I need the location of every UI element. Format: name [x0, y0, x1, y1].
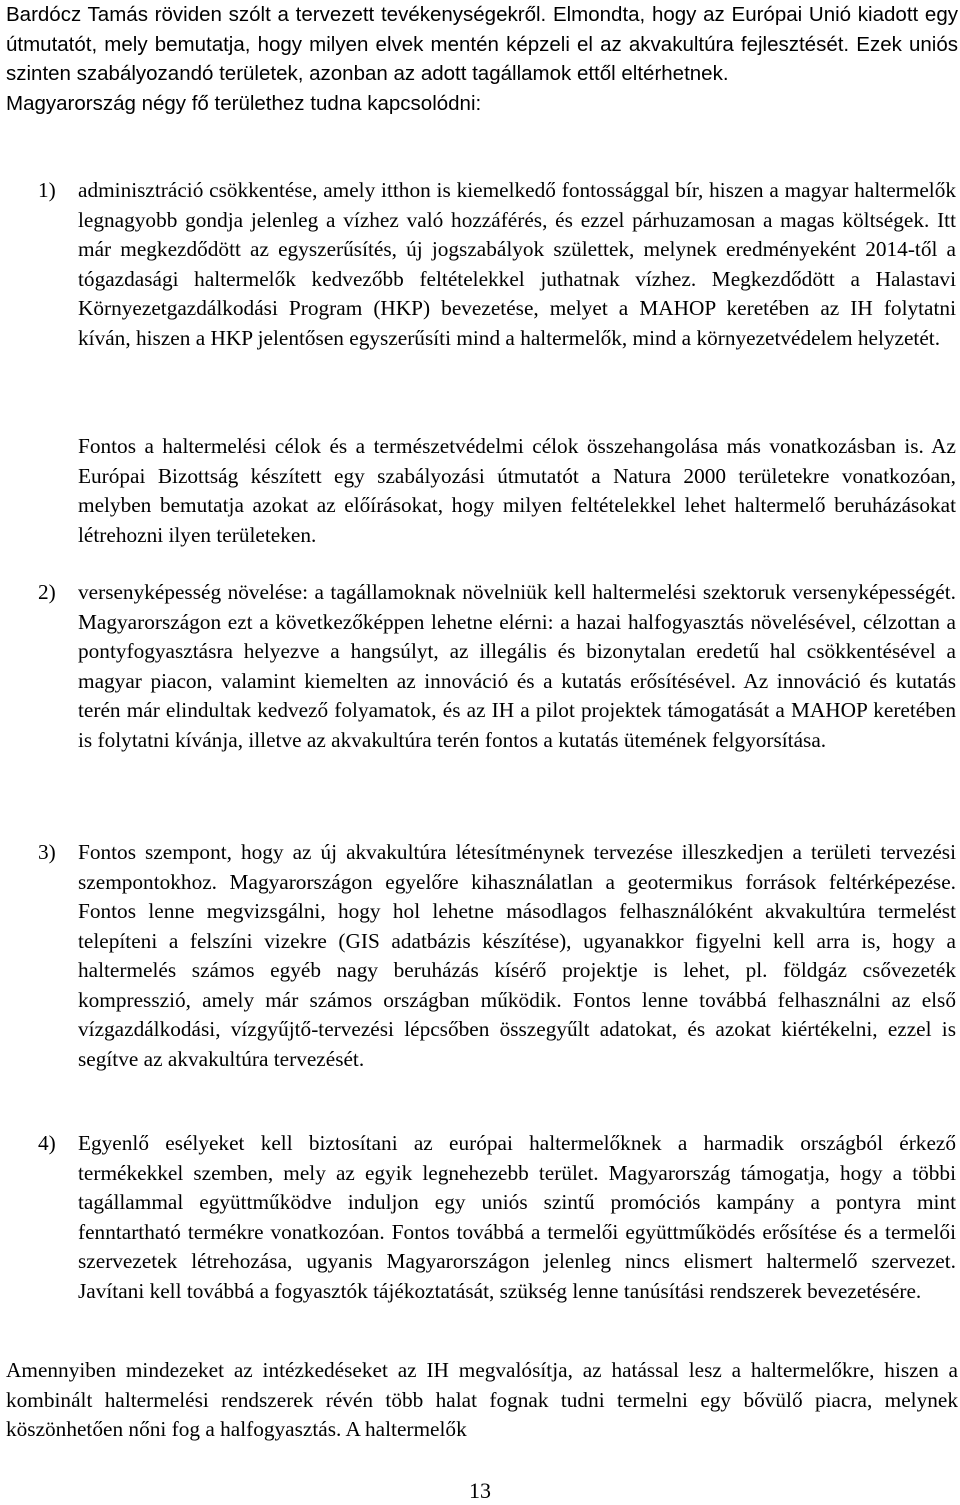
list-item-number: 3) — [38, 840, 56, 864]
list-item-3 — [38, 838, 956, 1074]
list-item-number: 1) — [38, 178, 56, 202]
list-item-text: adminisztráció csökkentése, amely itthon is kiemelkedő fontossággal bír, hiszen a magyar haltermelők legnagyobb gondja jelenleg a vízhez való hozzáférés, és ezzel párhuzamosan a magas költségek. Itt már megkezdődött az egyszerűsítés, új jogszabályok születtek, melynek eredményeként 2014-től a tógazdasági haltermelők kedvezőbb feltételekkel juthatnak vízhez. Megkezdődött a Halastavi Környezetgazdálkodási Program (HKP) bevezetése, melyet a MAHOP keretében az IH folytatni kíván, hiszen a HKP jelentősen egyszerűsíti mind a haltermelők, mind a környezetvédelem helyzetét. — [78, 178, 956, 350]
closing-text: Amennyiben mindezeket az intézkedéseket az IH megvalósítja, az hatással lesz a haltermelőkre, hiszen a kombinált haltermelési rendszerek révén több halat fognak tudni termelni egy bővülő piacra, melynek köszönhetően nőni fog a halfogyasztás. A haltermelők — [6, 1358, 958, 1441]
intro-paragraph — [6, 0, 958, 118]
list-item-text: Fontos szempont, hogy az új akvakultúra létesítménynek tervezése illeszkedjen a területi tervezési szempontokhoz. Magyarországon egyelőre kihasználatlan a geotermikus források feltérképezése. Fontos lenne megvizsgálni, hogy hol lehetne másodlagos felhasználóként akvakultúra termelést telepíteni a felszíni vizekre (GIS adatbázis készítése), ugyanakkor figyelni kell arra is, hogy a haltermelés számos egyéb nagy beruházás kísérő projektje is lehet, pl. földgáz csővezeték kompresszió, amely már számos országban működik. Fontos lenne továbbá felhasználni az első vízgazdálkodási, vízgyűjtő-tervezési lépcsőben összegyűlt adatokat, és azokat kiértékelni, ezzel is segítve az akvakultúra tervezését. — [78, 840, 956, 1071]
list-item-4 — [38, 1129, 956, 1306]
closing-paragraph — [6, 1356, 958, 1445]
list-item-1 — [38, 176, 956, 353]
list-item-2 — [38, 578, 956, 755]
list-item-text: versenyképesség növelése: a tagállamoknak növelniük kell haltermelési szektoruk versenyképességét. Magyarországon ezt a következőképpen lehetne elérni: a hazai halfogyasztás növelésével, célzottan a pontyfogyasztásra helyezve a hangsúlyt, az illegális és bizonytalan eredetű hal csökkentésével a magyar piacon, valamint kiemelten az innováció és a kutatás erősítésével. Az innováció és kutatás terén már elindultak kedvező folyamatok, és az IH a pilot projektek támogatását a MAHOP keretében is folytatni kívánja, illetve az akvakultúra terén fontos a kutatás ütemének felgyorsítása. — [78, 580, 956, 752]
list-item-text: Egyenlő esélyeket kell biztosítani az európai haltermelőknek a harmadik országból érkező termékekkel szemben, mely az egyik legnehezebb terület. Magyarország támogatja, hogy a többi tagállammal együttműködve induljon egy uniós szintű promóciós kampány a pontyra mint fenntartható termékre vonatkozóan. Fontos továbbá a termelői együttműködés erősítése és a termelői szervezetek létrehozása, ugyanis Magyarországon jelenleg nincs elismert haltermelő szervezet. Javítani kell továbbá a fogyasztók tájékoztatását, szükség lenne tanúsítási rendszerek bevezetésére. — [78, 1131, 956, 1303]
list-item-extra-text: Fontos a haltermelési célok és a természetvédelmi célok összehangolása más vonatkozásban is. Az Európai Bizottság készített egy szabályozási útmutatót a Natura 2000 területekre vonatkozóan, melyben bemutatja azokat az előírásokat, hogy milyen feltételekkel lehet haltermelő beruházásokat létrehozni ilyen területeken. — [78, 434, 956, 547]
intro-lead: Magyarország négy fő területhez tudna kapcsolódni: — [6, 91, 482, 115]
intro-text: Bardócz Tamás röviden szólt a tervezett tevékenységekről. Elmondta, hogy az Európai Unió kiadott egy útmutatót, mely bemutatja, hogy milyen elvek mentén képzeli el az akvakultúra fejlesztését. Ezek uniós szinten szabályozandó területek, azonban az adott tagállamok ettől eltérhetnek. — [6, 3, 958, 85]
page-number: 13 — [469, 1478, 491, 1503]
list-item-number: 2) — [38, 580, 56, 604]
list-item-1-extra — [78, 432, 956, 550]
list-item-number: 4) — [38, 1131, 56, 1155]
